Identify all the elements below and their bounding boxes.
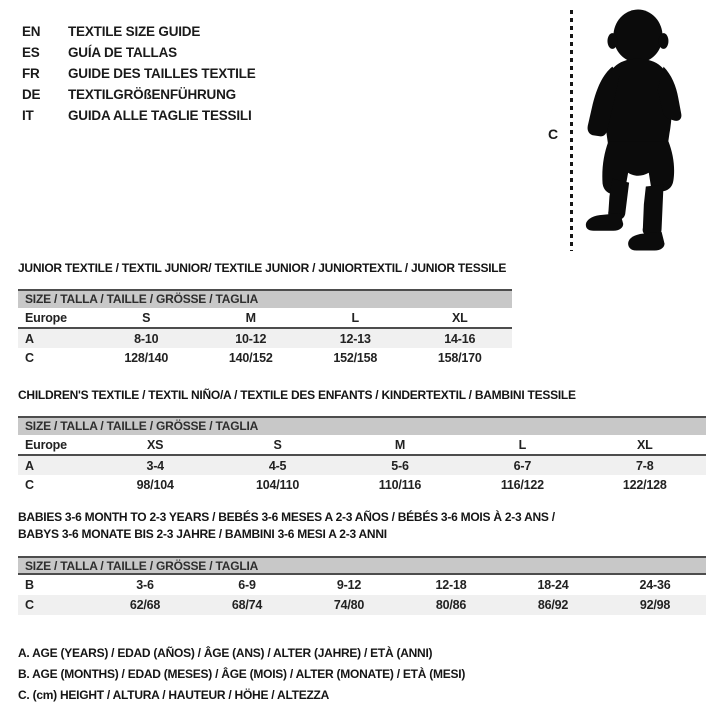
language-label: TEXTILE SIZE GUIDE xyxy=(68,24,201,39)
section-title-babies-line2: BABYS 3-6 MONATE BIS 2-3 JAHRE / BAMBINI 3-6 MESI A 2-3 ANNI xyxy=(18,527,387,541)
note-age-months: B. AGE (MONTHS) / EDAD (MESES) / ÂGE (MOIS) / ALTER (MONATE) / ETÀ (MESI) xyxy=(18,667,466,681)
size-cell: S xyxy=(216,435,338,455)
row-label: C xyxy=(25,351,34,365)
table-row-months xyxy=(18,575,706,595)
language-code: EN xyxy=(22,24,41,39)
table-row-europe xyxy=(18,435,706,455)
row-label: Europe xyxy=(18,308,94,328)
language-row xyxy=(22,63,256,84)
table-row-height xyxy=(18,348,512,368)
row-label: A xyxy=(18,455,94,475)
size-cell: 152/158 xyxy=(333,351,378,365)
size-cell: L xyxy=(303,308,408,328)
size-cell: 158/170 xyxy=(437,351,482,365)
size-cell: XL xyxy=(408,308,513,328)
language-row xyxy=(22,21,256,42)
legend-notes xyxy=(18,643,465,706)
size-cell: 12-18 xyxy=(435,578,467,592)
language-title-block xyxy=(22,21,256,126)
size-cell: 6-9 xyxy=(238,578,256,592)
table-row-height xyxy=(18,595,706,615)
row-label: A xyxy=(18,328,94,348)
size-cell: 122/128 xyxy=(622,478,667,492)
language-code: DE xyxy=(22,87,41,102)
size-cell: XL xyxy=(584,435,706,455)
size-cell: M xyxy=(339,435,461,455)
height-measure-dashed-line xyxy=(570,10,573,251)
height-measure-label: C xyxy=(548,126,559,142)
size-cell: 110/116 xyxy=(378,478,422,492)
size-cell: 92/98 xyxy=(604,595,706,615)
language-label: GUIDE DES TAILLES TEXTILE xyxy=(68,66,256,81)
table-row-europe xyxy=(18,308,512,328)
row-label: Europe xyxy=(18,435,94,455)
size-cell: 9-12 xyxy=(336,578,362,592)
size-cell: 8-10 xyxy=(94,328,199,348)
table-row-age xyxy=(18,455,706,475)
language-row xyxy=(22,42,256,63)
babies-size-table xyxy=(18,556,706,615)
size-header-bar: SIZE / TALLA / TAILLE / GRÖSSE / TAGLIA xyxy=(18,416,706,435)
row-label: B xyxy=(25,578,34,592)
size-header-bar: SIZE / TALLA / TAILLE / GRÖSSE / TAGLIA xyxy=(18,289,512,308)
size-cell: L xyxy=(461,435,583,455)
language-row xyxy=(22,105,256,126)
size-header-bar: SIZE / TALLA / TAILLE / GRÖSSE / TAGLIA xyxy=(18,556,706,575)
size-cell: 14-16 xyxy=(408,328,513,348)
size-cell: 7-8 xyxy=(584,455,706,475)
size-cell: 24-36 xyxy=(639,578,671,592)
size-cell: 10-12 xyxy=(199,328,304,348)
size-cell: 18-24 xyxy=(537,578,569,592)
children-size-table xyxy=(18,416,706,495)
size-cell: 104/110 xyxy=(256,478,300,492)
size-cell: 74/80 xyxy=(298,595,400,615)
language-label: GUÍA DE TALLAS xyxy=(68,45,177,60)
size-cell: 140/152 xyxy=(228,351,273,365)
language-code: FR xyxy=(22,66,40,81)
junior-size-table xyxy=(18,289,512,368)
size-cell: M xyxy=(199,308,304,328)
language-row xyxy=(22,84,256,105)
size-cell: 128/140 xyxy=(124,351,169,365)
table-row-age xyxy=(18,328,512,348)
language-label: GUIDA ALLE TAGLIE TESSILI xyxy=(68,108,252,123)
size-cell: 62/68 xyxy=(94,595,196,615)
size-cell: 4-5 xyxy=(216,455,338,475)
size-cell: 98/104 xyxy=(136,478,174,492)
size-cell: 86/92 xyxy=(502,595,604,615)
note-age-years: A. AGE (YEARS) / EDAD (AÑOS) / ÂGE (ANS) / ALTER (JAHRE) / ETÀ (ANNI) xyxy=(18,646,433,660)
section-title-babies-line1: BABIES 3-6 MONTH TO 2-3 YEARS / BEBÉS 3-6 MESES A 2-3 AÑOS / BÉBÉS 3-6 MOIS À 2-3 ANS / xyxy=(18,510,555,524)
language-code: IT xyxy=(22,108,34,123)
size-cell: 68/74 xyxy=(196,595,298,615)
size-cell: S xyxy=(94,308,199,328)
size-cell: 80/86 xyxy=(400,595,502,615)
section-title-children: CHILDREN'S TEXTILE / TEXTIL NIÑO/A / TEXTILE DES ENFANTS / KINDERTEXTIL / BAMBINI TESSILE xyxy=(18,388,576,402)
section-title-junior: JUNIOR TEXTILE / TEXTIL JUNIOR/ TEXTILE JUNIOR / JUNIORTEXTIL / JUNIOR TESSILE xyxy=(18,261,507,275)
language-label: TEXTILGRÖßENFÜHRUNG xyxy=(68,87,236,102)
note-height-cm: C. (cm) HEIGHT / ALTURA / HAUTEUR / HÖHE / ALTEZZA xyxy=(18,688,330,702)
table-row-height xyxy=(18,475,706,495)
size-cell: XS xyxy=(94,435,216,455)
size-cell: 12-13 xyxy=(303,328,408,348)
language-code: ES xyxy=(22,45,40,60)
row-label: C xyxy=(25,478,34,492)
size-cell: 116/122 xyxy=(500,478,544,492)
toddler-silhouette-image xyxy=(577,7,695,254)
row-label: C xyxy=(18,595,94,615)
size-cell: 6-7 xyxy=(461,455,583,475)
size-cell: 3-4 xyxy=(94,455,216,475)
size-cell: 3-6 xyxy=(136,578,154,592)
size-cell: 5-6 xyxy=(339,455,461,475)
